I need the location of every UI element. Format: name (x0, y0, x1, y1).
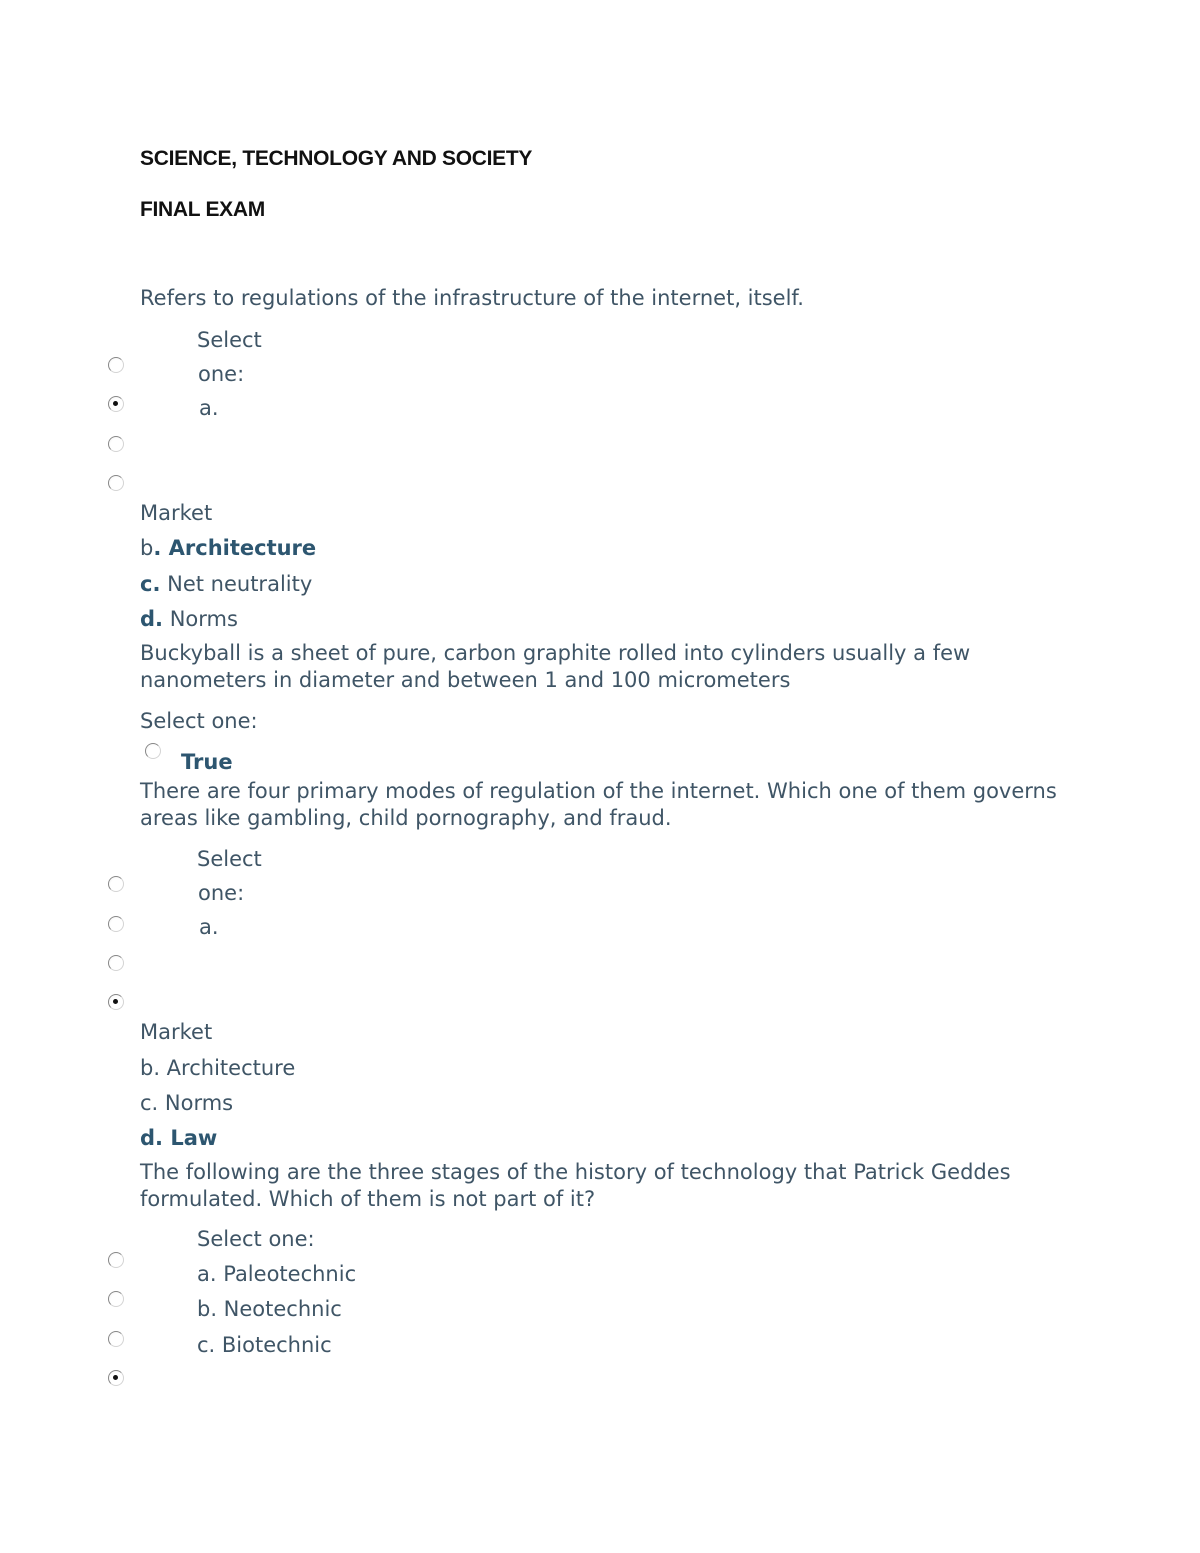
question-2-option-true: True (181, 750, 233, 774)
exam-title: FINAL EXAM (140, 198, 265, 221)
question-3-select-label-2: one: (198, 881, 245, 905)
question-4-select-label: Select one: (197, 1227, 315, 1251)
question-1-radio-b[interactable] (108, 396, 124, 412)
question-1-option-a-prefix: a. (199, 396, 219, 420)
option-prefix: b (140, 536, 154, 560)
question-3-select-label: Select (197, 847, 262, 871)
option-prefix: d. (140, 607, 164, 631)
question-3-radio-d[interactable] (108, 994, 124, 1010)
question-4-radio-a[interactable] (108, 1252, 124, 1268)
question-4-option-c: c. Biotechnic (197, 1333, 332, 1357)
question-4-radio-b[interactable] (108, 1291, 124, 1307)
question-3-option-a-prefix: a. (199, 915, 219, 939)
question-3-option-d: d. Law (140, 1126, 218, 1150)
question-3-radio-a[interactable] (108, 876, 124, 892)
question-3-option-c: c. Norms (140, 1091, 234, 1115)
question-2-select-label: Select one: (140, 709, 258, 733)
question-1-option-a: Market (140, 501, 213, 525)
question-3-option-b: b. Architecture (140, 1056, 296, 1080)
option-text: Norms (169, 607, 238, 631)
question-1-radio-c[interactable] (108, 436, 124, 452)
question-2-radio-true[interactable] (145, 743, 161, 759)
question-4-text: The following are the three stages of the history of technology that Patrick Geddes formulated. Which of them is not part of it? (140, 1160, 1011, 1211)
question-3-radio-b[interactable] (108, 916, 124, 932)
question-1-select-label: Select (197, 328, 262, 352)
question-4-radio-d[interactable] (108, 1370, 124, 1386)
option-text: . Architecture (153, 536, 317, 560)
question-1-radio-a[interactable] (108, 357, 124, 373)
question-1-option-d (140, 607, 238, 631)
question-2-text: Buckyball is a sheet of pure, carbon graphite rolled into cylinders usually a few nanometers in diameter and between 1 and 100 micrometers (140, 641, 971, 692)
course-title: SCIENCE, TECHNOLOGY AND SOCIETY (140, 147, 533, 170)
question-3-radio-c[interactable] (108, 955, 124, 971)
question-1-select-label-2: one: (198, 362, 245, 386)
question-1-option-b (140, 536, 316, 560)
question-1-option-c (140, 572, 312, 596)
question-3-option-a: Market (140, 1020, 213, 1044)
question-4-option-a: a. Paleotechnic (197, 1262, 357, 1286)
option-text: Net neutrality (167, 572, 313, 596)
question-4-option-b: b. Neotechnic (197, 1297, 342, 1321)
option-prefix: c. (140, 572, 161, 596)
question-3-text: There are four primary modes of regulation of the internet. Which one of them governs areas like gambling, child pornography, and fraud. (140, 779, 1057, 830)
question-4-radio-c[interactable] (108, 1331, 124, 1347)
question-1-radio-d[interactable] (108, 475, 124, 491)
question-1-text: Refers to regulations of the infrastructure of the internet, itself. (140, 286, 804, 310)
